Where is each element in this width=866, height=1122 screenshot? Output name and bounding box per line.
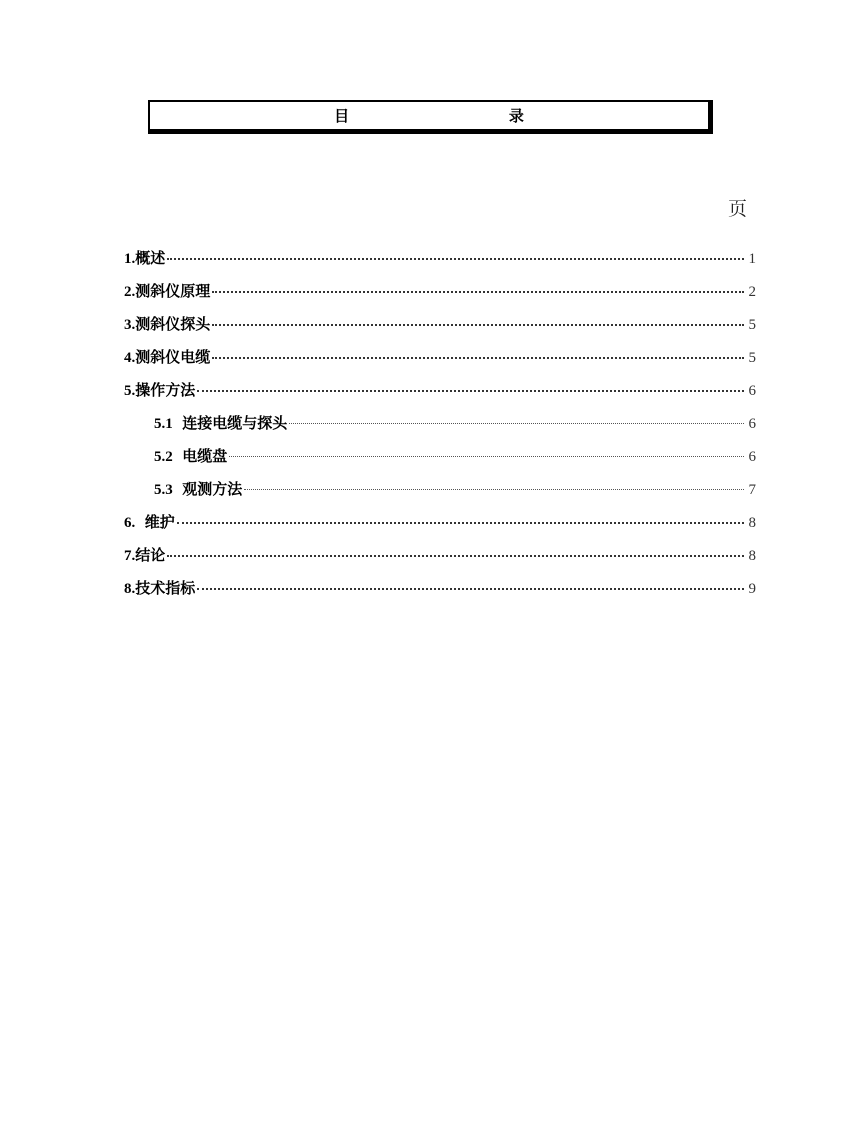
toc-entry-label: 概述 — [135, 249, 166, 267]
toc-subentry-page: 6 — [748, 416, 756, 432]
dot-leader — [244, 489, 744, 490]
toc-subentry-page: 7 — [748, 482, 756, 498]
toc-subentry-label: 观测方法 — [182, 480, 243, 498]
toc-entry-number: 2. — [124, 284, 136, 300]
dot-leader — [177, 522, 744, 524]
toc-entry-page: 6 — [748, 383, 756, 399]
toc-entry[interactable] — [124, 346, 756, 379]
toc-subentry-number: 5.2 — [154, 449, 173, 465]
toc-subentry[interactable] — [124, 478, 756, 511]
dot-leader — [229, 456, 744, 457]
toc-entry-label: 操作方法 — [135, 381, 196, 399]
dot-leader — [289, 423, 744, 424]
toc-entry-page: 8 — [748, 548, 756, 564]
toc-entry-page: 1 — [748, 251, 756, 267]
toc-entry-number: 1. — [124, 251, 136, 267]
toc-entry[interactable] — [124, 544, 756, 577]
dot-leader — [212, 291, 744, 293]
toc-entry-page: 2 — [748, 284, 756, 300]
toc-title: 目 录 — [334, 107, 524, 125]
toc-entry-page: 5 — [748, 317, 756, 333]
toc-entry-number: 4. — [124, 350, 136, 366]
toc-subentry-page: 6 — [748, 449, 756, 465]
toc-subentry-label: 电缆盘 — [182, 447, 228, 465]
toc-entry-page: 5 — [748, 350, 756, 366]
toc-entry[interactable] — [124, 247, 756, 280]
toc-entry-number: 5. — [124, 383, 136, 399]
dot-leader — [212, 357, 744, 359]
dot-leader — [167, 555, 744, 557]
toc-entry-number: 7. — [124, 548, 136, 564]
dot-leader — [197, 588, 744, 590]
dot-leader — [197, 390, 744, 392]
toc-entry[interactable] — [124, 379, 756, 412]
dot-leader — [212, 324, 744, 326]
toc-subentry-label: 连接电缆与探头 — [182, 414, 288, 432]
toc-entry-page: 9 — [748, 581, 756, 597]
toc-subentry[interactable] — [124, 412, 756, 445]
toc-entry[interactable] — [124, 313, 756, 346]
toc-entry-label: 测斜仪电缆 — [135, 348, 211, 366]
toc-title-box — [148, 100, 713, 134]
toc-subentry[interactable] — [124, 445, 756, 478]
toc-entry[interactable] — [124, 511, 756, 544]
toc-entry-page: 8 — [748, 515, 756, 531]
toc-entry[interactable] — [124, 280, 756, 313]
toc-subentry-number: 5.1 — [154, 416, 173, 432]
toc-entry-label: 维护 — [144, 513, 175, 531]
toc-entry-label: 测斜仪原理 — [135, 282, 211, 300]
toc-entry-number: 8. — [124, 581, 136, 597]
table-of-contents — [124, 247, 756, 610]
toc-entry-number: 6. — [124, 515, 136, 531]
dot-leader — [167, 258, 744, 260]
page-column-label: 页 — [728, 198, 748, 220]
toc-entry[interactable] — [124, 577, 756, 610]
toc-entry-label: 结论 — [135, 546, 166, 564]
toc-entry-number: 3. — [124, 317, 136, 333]
toc-subentry-number: 5.3 — [154, 482, 173, 498]
toc-entry-label: 测斜仪探头 — [135, 315, 211, 333]
toc-entry-label: 技术指标 — [135, 579, 196, 597]
